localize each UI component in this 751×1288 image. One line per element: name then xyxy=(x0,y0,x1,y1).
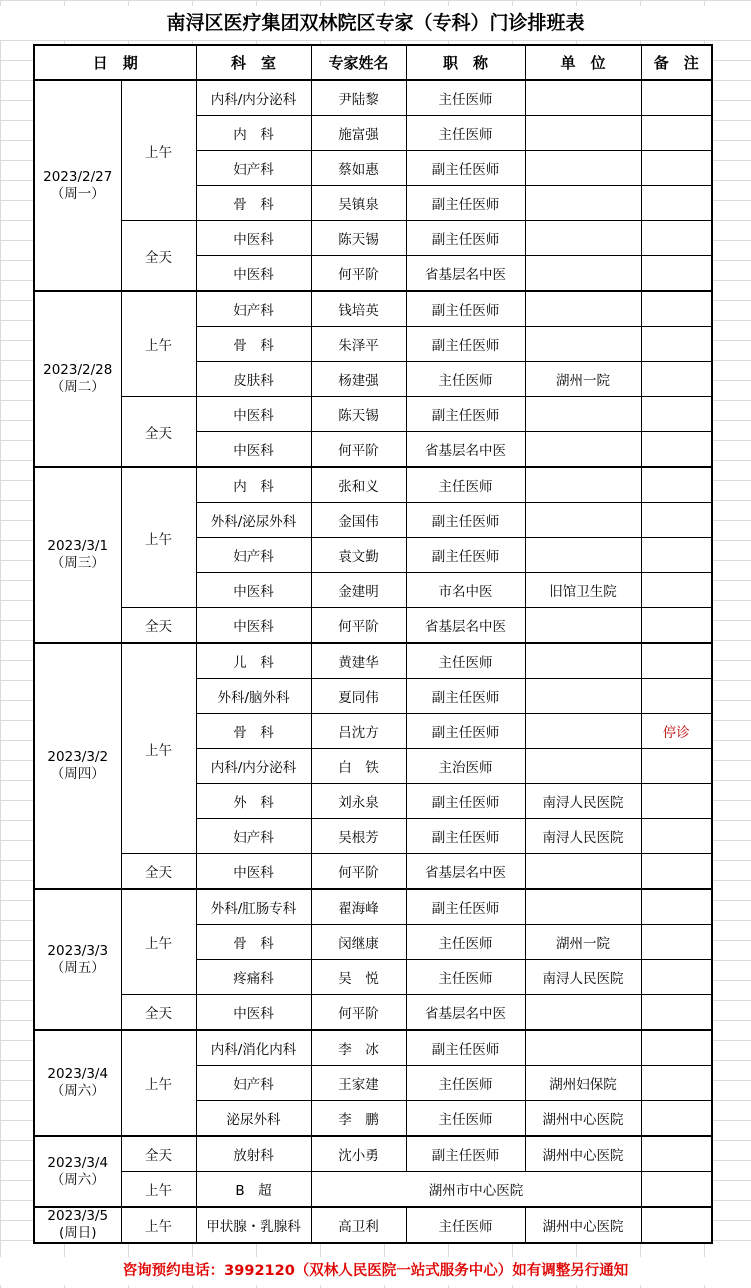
date-cell xyxy=(34,1030,121,1136)
weekday-text: （周二） xyxy=(50,379,105,395)
title-cell: 副主任医师 xyxy=(406,1136,525,1172)
merged-cell: 湖州市中心医院 xyxy=(311,1172,641,1208)
unit-cell xyxy=(525,397,641,432)
unit-cell: 湖州一院 xyxy=(525,925,641,960)
date-text: 2023/3/2 xyxy=(47,749,109,765)
schedule-body xyxy=(34,80,712,1243)
unit-cell: 湖州中心医院 xyxy=(525,1136,641,1172)
header-date: 日 期 xyxy=(34,45,196,80)
title-cell: 副主任医师 xyxy=(406,784,525,819)
unit-cell: 湖州一院 xyxy=(525,362,641,397)
unit-cell xyxy=(525,608,641,644)
title-cell: 主任医师 xyxy=(406,116,525,151)
dept-cell: 中医科 xyxy=(196,256,311,292)
dept-cell: 中医科 xyxy=(196,432,311,468)
period-cell: 全天 xyxy=(121,221,196,292)
unit-cell: 湖州妇保院 xyxy=(525,1066,641,1101)
note-cell xyxy=(641,1101,712,1137)
name-cell: 杨建强 xyxy=(311,362,406,397)
unit-cell xyxy=(525,538,641,573)
unit-cell xyxy=(525,889,641,925)
note-cell xyxy=(641,1207,712,1243)
note-cell xyxy=(641,397,712,432)
note-cell xyxy=(641,995,712,1031)
header-title: 职 称 xyxy=(406,45,525,80)
period-cell: 上午 xyxy=(121,1207,196,1243)
dept-cell: 中医科 xyxy=(196,608,311,644)
unit-cell: 南浔人民医院 xyxy=(525,784,641,819)
name-cell: 翟海峰 xyxy=(311,889,406,925)
title-cell: 副主任医师 xyxy=(406,327,525,362)
note-cell xyxy=(641,925,712,960)
period-cell: 全天 xyxy=(121,995,196,1031)
header-unit: 单 位 xyxy=(525,45,641,80)
unit-cell: 湖州中心医院 xyxy=(525,1207,641,1243)
title-cell: 省基层名中医 xyxy=(406,256,525,292)
note-cell xyxy=(641,854,712,890)
dept-cell: 中医科 xyxy=(196,221,311,256)
dept-cell: 骨 科 xyxy=(196,714,311,749)
dept-cell: 中医科 xyxy=(196,854,311,890)
dept-cell: 甲状腺・乳腺科 xyxy=(196,1207,311,1243)
table-row xyxy=(34,1136,712,1172)
title-cell: 主任医师 xyxy=(406,80,525,116)
period-cell: 上午 xyxy=(121,80,196,221)
name-cell: 白 铁 xyxy=(311,749,406,784)
unit-cell xyxy=(525,327,641,362)
unit-cell xyxy=(525,503,641,538)
name-cell: 高卫利 xyxy=(311,1207,406,1243)
dept-cell: B 超 xyxy=(196,1172,311,1208)
title-cell: 副主任医师 xyxy=(406,1030,525,1066)
title-cell: 副主任医师 xyxy=(406,291,525,327)
dept-cell: 放射科 xyxy=(196,1136,311,1172)
unit-cell xyxy=(525,467,641,503)
note-cell xyxy=(641,819,712,854)
name-cell: 闵继康 xyxy=(311,925,406,960)
table-row xyxy=(34,291,712,327)
note-cell xyxy=(641,327,712,362)
name-cell: 朱泽平 xyxy=(311,327,406,362)
name-cell: 何平阶 xyxy=(311,256,406,292)
table-row xyxy=(34,1207,712,1243)
name-cell: 钱培英 xyxy=(311,291,406,327)
name-cell: 何平阶 xyxy=(311,995,406,1031)
dept-cell: 妇产科 xyxy=(196,151,311,186)
period-cell: 上午 xyxy=(121,889,196,995)
table-row xyxy=(34,467,712,503)
name-cell: 李 冰 xyxy=(311,1030,406,1066)
date-cell xyxy=(34,1207,121,1243)
date-text: 2023/2/27 xyxy=(43,168,113,185)
dept-cell: 骨 科 xyxy=(196,186,311,221)
weekday-text: （周三） xyxy=(50,555,105,571)
date-text: 2023/3/1 xyxy=(47,538,109,554)
date-text: 2023/2/28 xyxy=(43,362,113,378)
name-cell: 黄建华 xyxy=(311,643,406,679)
weekday-text: （周四） xyxy=(50,766,105,782)
unit-cell xyxy=(525,995,641,1031)
date-text: 2023/3/5 xyxy=(47,1208,109,1224)
title-cell: 主任医师 xyxy=(406,960,525,995)
note-cell xyxy=(641,643,712,679)
date-text: 2023/3/4 xyxy=(47,1154,109,1171)
title-cell: 副主任医师 xyxy=(406,186,525,221)
title-cell: 省基层名中医 xyxy=(406,432,525,468)
name-cell: 尹陆黎 xyxy=(311,80,406,116)
header-note: 备 注 xyxy=(641,45,712,80)
name-cell: 施富强 xyxy=(311,116,406,151)
table-row xyxy=(34,889,712,925)
note-cell xyxy=(641,151,712,186)
date-text: 2023/3/4 xyxy=(47,1066,109,1082)
note-cell xyxy=(641,291,712,327)
unit-cell xyxy=(525,749,641,784)
dept-cell: 骨 科 xyxy=(196,327,311,362)
title-cell: 副主任医师 xyxy=(406,397,525,432)
note-cell xyxy=(641,186,712,221)
dept-cell: 妇产科 xyxy=(196,538,311,573)
note-cell xyxy=(641,679,712,714)
page-title: 南浔区医疗集团双林院区专家（专科）门诊排班表 xyxy=(0,6,751,40)
unit-cell: 旧馆卫生院 xyxy=(525,573,641,608)
table-row xyxy=(34,1172,712,1208)
name-cell: 蔡如惠 xyxy=(311,151,406,186)
table-row xyxy=(34,643,712,679)
table-row xyxy=(34,397,712,432)
dept-cell: 皮肤科 xyxy=(196,362,311,397)
title-cell: 副主任医师 xyxy=(406,889,525,925)
weekday-text: （周一） xyxy=(50,185,105,202)
title-cell: 省基层名中医 xyxy=(406,854,525,890)
note-cell xyxy=(641,432,712,468)
unit-cell xyxy=(525,256,641,292)
note-cell xyxy=(641,80,712,116)
unit-cell: 南浔人民医院 xyxy=(525,819,641,854)
contact-footer: 咨询预约电话：3992120（双林人民医院一站式服务中心）如有调整另行通知 xyxy=(0,1257,751,1285)
dept-cell: 内科/内分泌科 xyxy=(196,80,311,116)
table-row xyxy=(34,608,712,644)
name-cell: 何平阶 xyxy=(311,854,406,890)
name-cell: 陈天锡 xyxy=(311,221,406,256)
date-cell xyxy=(34,889,121,1030)
unit-cell xyxy=(525,221,641,256)
note-cell xyxy=(641,116,712,151)
title-cell: 主任医师 xyxy=(406,925,525,960)
title-cell: 副主任医师 xyxy=(406,679,525,714)
unit-cell xyxy=(525,1030,641,1066)
name-cell: 王家建 xyxy=(311,1066,406,1101)
title-cell: 主任医师 xyxy=(406,362,525,397)
name-cell: 何平阶 xyxy=(311,608,406,644)
title-cell: 主任医师 xyxy=(406,1101,525,1137)
title-cell: 主任医师 xyxy=(406,1207,525,1243)
weekday-text: （周六） xyxy=(50,1171,105,1188)
weekday-text: （周六） xyxy=(50,1083,105,1099)
unit-cell xyxy=(525,679,641,714)
unit-cell xyxy=(525,186,641,221)
unit-cell xyxy=(525,643,641,679)
title-cell: 主任医师 xyxy=(406,643,525,679)
note-cell xyxy=(641,889,712,925)
title-cell: 市名中医 xyxy=(406,573,525,608)
note-cell xyxy=(641,608,712,644)
title-cell: 副主任医师 xyxy=(406,151,525,186)
weekday-text: (周日) xyxy=(58,1225,97,1241)
unit-cell xyxy=(525,854,641,890)
date-cell xyxy=(34,467,121,643)
unit-cell: 南浔人民医院 xyxy=(525,960,641,995)
period-cell: 上午 xyxy=(121,291,196,397)
name-cell: 金建明 xyxy=(311,573,406,608)
dept-cell: 外 科 xyxy=(196,784,311,819)
name-cell: 吴根芳 xyxy=(311,819,406,854)
date-cell xyxy=(34,80,121,291)
dept-cell: 内 科 xyxy=(196,116,311,151)
name-cell: 李 鹏 xyxy=(311,1101,406,1137)
name-cell: 吴 悦 xyxy=(311,960,406,995)
note-cell xyxy=(641,362,712,397)
unit-cell: 湖州中心医院 xyxy=(525,1101,641,1137)
header-name: 专家姓名 xyxy=(311,45,406,80)
note-cell xyxy=(641,503,712,538)
dept-cell: 泌尿外科 xyxy=(196,1101,311,1137)
period-cell: 全天 xyxy=(121,854,196,890)
dept-cell: 内科/消化内科 xyxy=(196,1030,311,1066)
date-cell xyxy=(34,643,121,889)
dept-cell: 疼痛科 xyxy=(196,960,311,995)
dept-cell: 妇产科 xyxy=(196,819,311,854)
note-cell xyxy=(641,1066,712,1101)
title-cell: 主治医师 xyxy=(406,749,525,784)
title-cell: 省基层名中医 xyxy=(406,608,525,644)
name-cell: 张和义 xyxy=(311,467,406,503)
note-cell xyxy=(641,749,712,784)
name-cell: 夏同伟 xyxy=(311,679,406,714)
note-cell xyxy=(641,221,712,256)
note-cell xyxy=(641,1030,712,1066)
title-cell: 主任医师 xyxy=(406,1066,525,1101)
name-cell: 陈天锡 xyxy=(311,397,406,432)
note-cell: 停诊 xyxy=(641,714,712,749)
table-row xyxy=(34,1030,712,1066)
period-cell: 全天 xyxy=(121,608,196,644)
name-cell: 沈小勇 xyxy=(311,1136,406,1172)
header-dept: 科 室 xyxy=(196,45,311,80)
period-cell: 上午 xyxy=(121,1172,196,1208)
table-row xyxy=(34,221,712,256)
dept-cell: 妇产科 xyxy=(196,1066,311,1101)
weekday-text: （周五） xyxy=(50,959,105,976)
dept-cell: 外科/泌尿外科 xyxy=(196,503,311,538)
date-cell xyxy=(34,1136,121,1207)
date-text: 2023/3/3 xyxy=(47,942,109,959)
unit-cell xyxy=(525,291,641,327)
dept-cell: 骨 科 xyxy=(196,925,311,960)
note-cell xyxy=(641,573,712,608)
title-cell: 副主任医师 xyxy=(406,538,525,573)
dept-cell: 妇产科 xyxy=(196,291,311,327)
period-cell: 上午 xyxy=(121,467,196,608)
dept-cell: 中医科 xyxy=(196,995,311,1031)
dept-cell: 内科/内分泌科 xyxy=(196,749,311,784)
dept-cell: 外科/脑外科 xyxy=(196,679,311,714)
name-cell: 刘永泉 xyxy=(311,784,406,819)
table-row xyxy=(34,995,712,1031)
table-row xyxy=(34,80,712,116)
name-cell: 何平阶 xyxy=(311,432,406,468)
title-cell: 省基层名中医 xyxy=(406,995,525,1031)
dept-cell: 儿 科 xyxy=(196,643,311,679)
dept-cell: 中医科 xyxy=(196,573,311,608)
period-cell: 上午 xyxy=(121,1030,196,1136)
title-cell: 副主任医师 xyxy=(406,819,525,854)
date-cell xyxy=(34,291,121,467)
title-cell: 副主任医师 xyxy=(406,221,525,256)
title-cell: 副主任医师 xyxy=(406,503,525,538)
dept-cell: 中医科 xyxy=(196,397,311,432)
unit-cell xyxy=(525,80,641,116)
table-row xyxy=(34,854,712,890)
note-cell xyxy=(641,256,712,292)
period-cell: 全天 xyxy=(121,1136,196,1172)
unit-cell xyxy=(525,432,641,468)
name-cell: 吴镇泉 xyxy=(311,186,406,221)
period-cell: 上午 xyxy=(121,643,196,854)
unit-cell xyxy=(525,116,641,151)
name-cell: 袁文勤 xyxy=(311,538,406,573)
name-cell: 吕沈方 xyxy=(311,714,406,749)
note-cell xyxy=(641,784,712,819)
period-cell: 全天 xyxy=(121,397,196,468)
schedule-table xyxy=(33,44,713,1244)
note-cell xyxy=(641,960,712,995)
unit-cell xyxy=(525,151,641,186)
dept-cell: 内 科 xyxy=(196,467,311,503)
dept-cell: 外科/肛肠专科 xyxy=(196,889,311,925)
header-row xyxy=(34,45,712,80)
title-cell: 主任医师 xyxy=(406,467,525,503)
note-cell xyxy=(641,1136,712,1172)
note-cell xyxy=(641,538,712,573)
unit-cell xyxy=(525,714,641,749)
name-cell: 金国伟 xyxy=(311,503,406,538)
title-cell: 副主任医师 xyxy=(406,714,525,749)
note-cell xyxy=(641,467,712,503)
